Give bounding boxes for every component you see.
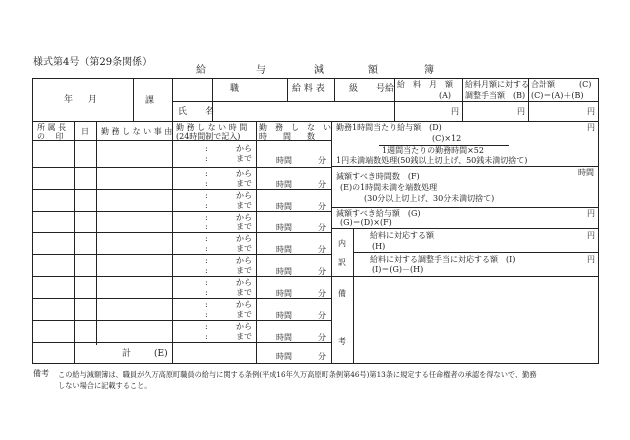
row-divider: [32, 276, 332, 277]
to-label: まで: [236, 266, 252, 275]
calc-h-label: 給料に対応する額: [370, 231, 434, 240]
grid-line: [353, 228, 354, 364]
time-colon: :: [205, 169, 208, 178]
row-divider: [32, 320, 332, 321]
calc-i-unit: 円: [587, 255, 595, 264]
title-label: 職: [230, 84, 240, 94]
yen-unit: 円: [587, 107, 595, 116]
seal-header: 所 属 長: [37, 123, 67, 132]
grid-line: [172, 121, 173, 364]
footnote-text: この給与減額簿は、職員が久万高原町職員の給与に関する条例(平成16年久万高原町条例第46号)第13条に規定する任命権者の承認を得ないで、勤務: [58, 370, 537, 379]
time-colon: :: [205, 191, 208, 200]
grid-line: [287, 78, 288, 102]
to-label: まで: [236, 179, 252, 188]
total-formula: (C)＝(A)＋(B): [531, 91, 584, 100]
from-label: から: [236, 300, 252, 309]
from-label: から: [236, 234, 252, 243]
adjustment-label: 給料月額に対する: [465, 80, 529, 89]
section-label: 課: [145, 96, 155, 106]
hours-unit: 時間: [276, 311, 292, 320]
grid-line: [462, 78, 463, 121]
yen-unit: 円: [517, 107, 525, 116]
time-colon: :: [205, 322, 208, 331]
total-label: 合計額 (C): [531, 80, 592, 89]
minutes-unit: 分: [318, 267, 326, 276]
calc-i-formula: (I)＝(G)－(H): [372, 265, 424, 274]
total-row-label: 計: [122, 349, 132, 359]
minutes-unit: 分: [318, 223, 326, 232]
time-colon: :: [205, 266, 208, 275]
form-title-char: 減: [314, 65, 324, 76]
grid-line: [96, 121, 97, 345]
day-header: 日: [81, 127, 89, 136]
hours-unit: 時間: [276, 333, 292, 342]
minutes-unit: 分: [318, 202, 326, 211]
time-colon: :: [205, 213, 208, 222]
time-colon: :: [205, 332, 208, 341]
table-border-bottom: [32, 363, 599, 364]
year-label: 年: [64, 95, 74, 105]
row-divider: [32, 167, 332, 168]
row-divider: [32, 298, 332, 299]
grid-line: [74, 121, 75, 364]
minutes-unit: 分: [318, 180, 326, 189]
seal-header: の 印: [37, 132, 64, 141]
row-divider: [32, 189, 332, 190]
yen-unit: 円: [451, 107, 459, 116]
row-divider: [32, 232, 332, 233]
adjustment-code: 調整手当額 (B): [465, 91, 526, 100]
total-row-code: (E): [154, 349, 168, 359]
from-label: から: [236, 144, 252, 153]
calc-f-note: (E)の1時間未満を端数処理: [340, 183, 438, 192]
to-label: まで: [236, 222, 252, 231]
calc-f-label: 減額すべき時間数 (F): [336, 172, 420, 181]
form-title-char: 給: [196, 65, 206, 76]
name-label: 氏 名: [178, 107, 215, 117]
header-bottom: [32, 121, 599, 122]
time-colon: :: [205, 288, 208, 297]
time-colon: :: [205, 300, 208, 309]
time-colon: :: [205, 234, 208, 243]
from-label: から: [236, 256, 252, 265]
form-title-char: 簿: [424, 65, 434, 76]
grid-line: [172, 78, 173, 121]
remarks-label: 備: [338, 289, 346, 298]
calc-divider: [331, 207, 598, 208]
calc-divider: [331, 166, 598, 167]
from-label: から: [236, 278, 252, 287]
hours-unit: 時間: [276, 202, 292, 211]
grid-line: [256, 121, 257, 364]
grid-line: [331, 121, 332, 364]
footnote-label: 備考: [33, 369, 49, 378]
hours-header-note: (24時間制で記入): [176, 132, 241, 141]
calc-divider: [331, 276, 598, 277]
hours-header: 勤 務 し な い 時 間: [176, 123, 248, 132]
pay-table-label: 給 料 表: [292, 84, 325, 94]
count-header: 勤 務 し な い: [259, 123, 331, 132]
hours-unit: 時間: [276, 352, 292, 361]
calc-d-divisor: 1週間当たりの勤務時間×52: [382, 146, 484, 155]
from-label: から: [236, 169, 252, 178]
from-label: から: [236, 213, 252, 222]
reason-header: 勤 務 し な い 事 由: [101, 127, 173, 136]
from-label: から: [236, 191, 252, 200]
table-border-top: [32, 78, 599, 79]
hours-unit: 時間: [276, 245, 292, 254]
hours-unit: 時間: [276, 180, 292, 189]
calc-d-formula: (C)×12: [432, 134, 462, 143]
to-label: まで: [236, 332, 252, 341]
minutes-unit: 分: [318, 245, 326, 254]
header-divider: [172, 101, 598, 102]
grid-line: [133, 78, 134, 121]
calc-i-label: 給料に対する調整手当に対応する額 (I): [370, 255, 516, 264]
salary-monthly-code: (A): [439, 91, 452, 100]
footnote-text: しない場合に記載すること。: [58, 381, 152, 390]
to-label: まで: [236, 201, 252, 210]
time-colon: :: [205, 278, 208, 287]
time-colon: :: [205, 201, 208, 210]
time-colon: :: [205, 154, 208, 163]
minutes-unit: 分: [318, 333, 326, 342]
time-colon: :: [205, 144, 208, 153]
calc-d-unit: 円: [587, 123, 595, 132]
time-colon: :: [205, 244, 208, 253]
time-colon: :: [205, 256, 208, 265]
from-label: から: [236, 322, 252, 331]
form-label: 様式第4号（第29条関係）: [33, 57, 153, 68]
month-label: 月: [88, 95, 98, 105]
minutes-unit: 分: [318, 352, 326, 361]
calc-divider: [353, 252, 598, 253]
calc-d-note: 1円未満端数処理(50銭以上切上げ、50銭未満切捨て): [336, 156, 528, 165]
to-label: まで: [236, 310, 252, 319]
minutes-unit: 分: [318, 289, 326, 298]
row-divider: [32, 211, 332, 212]
calc-g-unit: 円: [587, 209, 595, 218]
row-divider: [32, 342, 332, 343]
form-title-char: 与: [256, 65, 266, 76]
minutes-unit: 分: [318, 311, 326, 320]
grid-line: [334, 78, 335, 102]
minutes-unit: 分: [318, 156, 326, 165]
breakdown-label: 訳: [338, 258, 346, 267]
to-label: まで: [236, 244, 252, 253]
count-header: 時 間 数: [259, 132, 315, 141]
form-title-char: 額: [368, 65, 378, 76]
row-divider: [32, 254, 332, 255]
calc-h-unit: 円: [587, 231, 595, 240]
calc-g-formula: (G)＝(D)×(F): [340, 218, 392, 227]
calc-g-label: 減額すべき給与額 (G): [336, 209, 421, 218]
grid-line: [394, 78, 395, 121]
grade-label: 級 号給: [349, 84, 395, 94]
calc-d-label: 勤務1時間当たり給与額 (D): [336, 123, 442, 132]
breakdown-label: 内: [338, 239, 346, 248]
calc-f-note: (30分以上切上げ、30分未満切捨て): [364, 194, 495, 203]
calc-h-code: (H): [372, 242, 386, 251]
hours-unit: 時間: [276, 223, 292, 232]
time-colon: :: [205, 222, 208, 231]
to-label: まで: [236, 154, 252, 163]
calc-f-unit: 時間: [578, 168, 594, 177]
remarks-label: 考: [338, 337, 346, 346]
hours-unit: 時間: [276, 156, 292, 165]
time-colon: :: [205, 310, 208, 319]
hours-unit: 時間: [276, 289, 292, 298]
salary-monthly-label: 給 料 月 額: [397, 80, 453, 89]
calc-divider: [331, 228, 598, 229]
hours-unit: 時間: [276, 267, 292, 276]
to-label: まで: [236, 288, 252, 297]
time-colon: :: [205, 179, 208, 188]
